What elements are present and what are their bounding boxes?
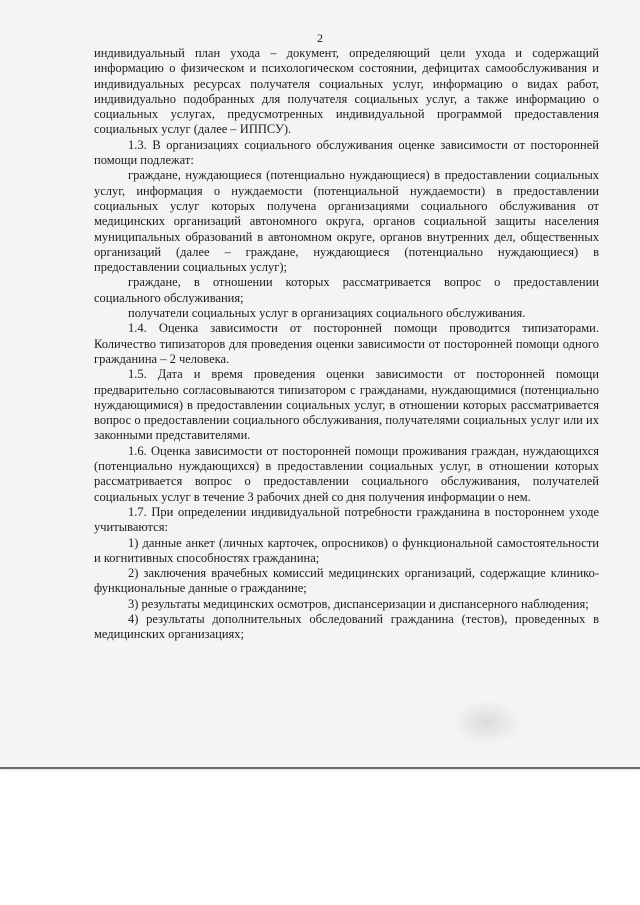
document-body: [94, 46, 599, 643]
paragraph: граждане, нуждающиеся (потенциально нуждающиеся) в предоставлении социальных услуг, информация о нуждаемости (потенциальной нуждаемости) в предоставлении социальных услуг которых получена организациями социального обслуживания от медицинских организаций автономного округа, органов социальной защиты населения муниципальных образований в автономном округе, органов внутренних дел, общественных организаций (далее – граждане, нуждающиеся (потенциально нуждающиеся) в предоставлении социальных услуг);: [94, 168, 599, 275]
paragraph: 4) результаты дополнительных обследований гражданина (тестов), проведенных в медицинских организациях;: [94, 611, 599, 642]
paragraph: 1.7. При определении индивидуальной потребности гражданина в постороннем уходе учитываются:: [94, 504, 599, 535]
paragraph: 1.3. В организациях социального обслуживания оценке зависимости от посторонней помощи подлежат:: [94, 137, 599, 168]
paragraph: получатели социальных услуг в организациях социального обслуживания.: [128, 306, 526, 321]
paragraph: 1) данные анкет (личных карточек, опросников) о функциональной самостоятельности и когнитивных способностях гражданина;: [94, 535, 599, 565]
paragraph: 1.4. Оценка зависимости от посторонней помощи проводится типизаторами. Количество типизаторов для проведения оценки зависимости от посторонней помощи одного гражданина – 2 человека.: [94, 321, 599, 366]
paragraph: граждане, в отношении которых рассматривается вопрос о предоставлении социального обслуживания;: [94, 275, 599, 305]
paragraph: индивидуальный план ухода – документ, определяющий цели ухода и содержащий информацию о физическом и психологическом состоянии, дефицитах самообслуживания и индивидуальных ресурсах получателя социальных услуг, информацию о видах работ, индивидуально подобранных для получателя социальных услуг, а также информацию о социальных услугах, предусмотренных индивидуальной программой предоставления социальных услуг (далее – ИППСУ).: [94, 46, 599, 137]
paragraph: 1.6. Оценка зависимости от посторонней помощи проживания граждан, нуждающихся (потенциально нуждающихся) в предоставлении социальных услуг, в отношении которых рассматривается вопрос о предоставлении социального обслуживания, получателей социальных услуг в течение 3 рабочих дней со дня получения информации о нем.: [94, 443, 599, 504]
page-number: 2: [317, 31, 323, 45]
faint-stamp-mark: [452, 700, 522, 745]
paragraph: 2) заключения врачебных комиссий медицинских организаций, содержащие клинико-функциональные данные о гражданине;: [94, 566, 599, 596]
paragraph: 1.5. Дата и время проведения оценки зависимости от посторонней помощи предварительно согласовываются типизатором с гражданами, нуждающимися (потенциально нуждающимися) в предоставлении социальных услуг, в отношении которых рассматривается вопрос о предоставлении социального обслуживания, получателями социальных услуг или их законными представителями.: [94, 367, 599, 443]
scan-bottom-edge: [0, 767, 640, 769]
paragraph: 3) результаты медицинских осмотров, диспансеризации и диспансерного наблюдения;: [128, 596, 589, 611]
